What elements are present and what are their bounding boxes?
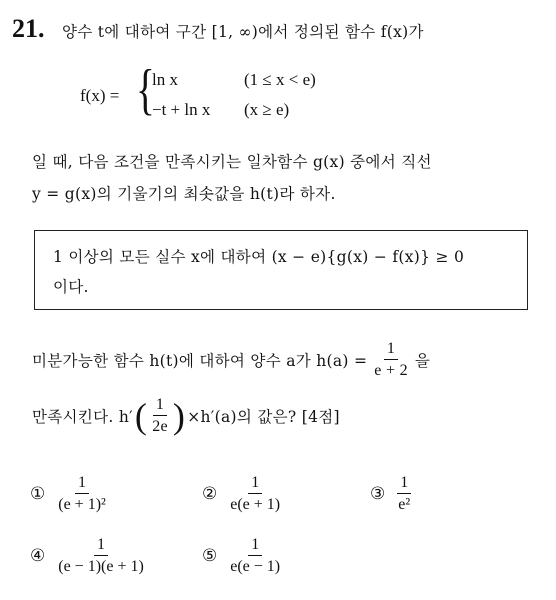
line5-fraction-denominator: 2e bbox=[152, 417, 168, 435]
choice-1-numerator: 1 bbox=[75, 474, 89, 494]
case1-condition: (1 ≤ x < e) bbox=[244, 70, 316, 89]
line4-fraction-denominator: e + 2 bbox=[374, 361, 408, 379]
left-paren: ( bbox=[134, 395, 148, 436]
line4-fraction bbox=[371, 340, 411, 380]
problem-number: 21. bbox=[12, 14, 45, 43]
right-paren: ) bbox=[172, 395, 186, 436]
choice-5-denominator: e(e − 1) bbox=[230, 557, 281, 575]
choice-4-denominator: (e − 1)(e + 1) bbox=[58, 557, 144, 575]
choice-3-numerator: 1 bbox=[397, 474, 411, 494]
choice-5-mark: ⑤ bbox=[202, 545, 218, 566]
problem-line-5 bbox=[32, 396, 340, 436]
left-brace: { bbox=[136, 59, 155, 121]
condition-box bbox=[34, 230, 528, 310]
condition-line-1: 1 이상의 모든 실수 x에 대하여 (x − e){g(x) − f(x)} ≥ 0 bbox=[53, 248, 465, 266]
choice-1-denominator: (e + 1)² bbox=[58, 495, 106, 513]
line4-suffix: 을 bbox=[414, 351, 431, 370]
choice-3-mark: ③ bbox=[370, 483, 386, 504]
choice-4-numerator: 1 bbox=[94, 536, 108, 556]
choice-3-denominator: e² bbox=[398, 495, 411, 513]
problem-line-3: y = g(x)의 기울기의 최솟값을 h(t)라 하자. bbox=[32, 185, 336, 203]
line5-fraction bbox=[149, 396, 171, 436]
choice-1-mark: ① bbox=[30, 483, 46, 504]
choice-2[interactable] bbox=[202, 474, 283, 514]
choice-2-numerator: 1 bbox=[248, 474, 262, 494]
case2-condition: (x ≥ e) bbox=[244, 100, 290, 119]
condition-line-2: 이다. bbox=[53, 278, 89, 296]
line5-fraction-numerator: 1 bbox=[153, 396, 167, 416]
choice-5-fraction bbox=[227, 536, 283, 576]
choice-2-fraction bbox=[227, 474, 283, 514]
choice-5-numerator: 1 bbox=[248, 536, 262, 556]
function-definition-lhs: f(x) = bbox=[80, 86, 120, 105]
choice-4[interactable] bbox=[30, 536, 147, 576]
line4-fraction-numerator: 1 bbox=[384, 340, 398, 360]
problem-intro: 양수 t에 대하여 구간 [1, ∞)에서 정의된 함수 f(x)가 bbox=[62, 23, 424, 41]
case2-expression: −t + ln x bbox=[152, 100, 211, 119]
line5-text: 만족시킨다. h′ bbox=[32, 407, 133, 426]
line5-suffix: ×h′(a)의 값은? [4점] bbox=[187, 407, 340, 426]
choice-3[interactable] bbox=[370, 474, 413, 514]
choice-4-fraction bbox=[55, 536, 147, 576]
choice-3-fraction bbox=[395, 474, 413, 514]
case1-expression: ln x bbox=[152, 70, 178, 89]
choice-2-denominator: e(e + 1) bbox=[230, 495, 281, 513]
choice-2-mark: ② bbox=[202, 483, 218, 504]
problem-line-4 bbox=[32, 340, 430, 380]
choice-5[interactable] bbox=[202, 536, 283, 576]
line4-text: 미분가능한 함수 h(t)에 대하여 양수 a가 h(a) = bbox=[32, 351, 368, 370]
choice-4-mark: ④ bbox=[30, 545, 46, 566]
choice-1-fraction bbox=[55, 474, 109, 514]
problem-line-2: 일 때, 다음 조건을 만족시키는 일차함수 g(x) 중에서 직선 bbox=[32, 153, 432, 171]
choice-1[interactable] bbox=[30, 474, 109, 514]
